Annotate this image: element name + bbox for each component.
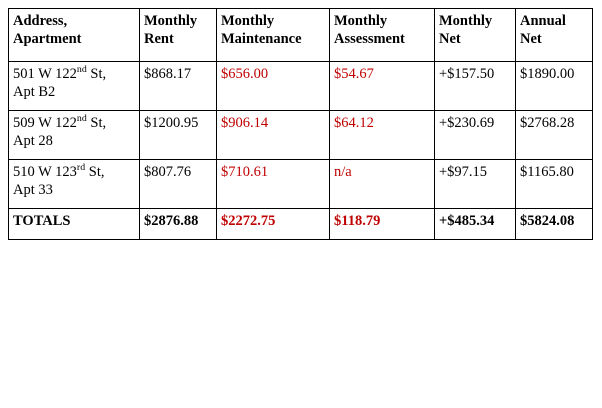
address-ordinal: nd xyxy=(76,113,87,125)
totals-annual-net: $5824.08 xyxy=(516,209,593,240)
address-number: 510 W 123 xyxy=(13,164,77,180)
address-number: 509 W 122 xyxy=(13,115,77,131)
address-apartment: Apt B2 xyxy=(13,84,56,101)
cell-monthly-assessment: n/a xyxy=(330,160,435,209)
spreadsheet-canvas xyxy=(0,8,602,408)
rent-summary-table xyxy=(8,8,593,240)
column-header-address-line1: Address, xyxy=(13,13,68,29)
totals-monthly-rent: $2876.88 xyxy=(140,209,217,240)
cell-annual-net: $1165.80 xyxy=(516,160,593,209)
column-header-annual-net-line1: Annual xyxy=(520,13,566,29)
column-header-monthly-rent xyxy=(140,9,217,62)
column-header-monthly-maintenance-line1: Monthly xyxy=(221,13,275,29)
table-row xyxy=(9,62,593,111)
cell-monthly-maintenance: $656.00 xyxy=(217,62,330,111)
cell-monthly-net: +$230.69 xyxy=(435,111,516,160)
column-header-monthly-net xyxy=(435,9,516,62)
table-totals-row xyxy=(9,209,593,240)
cell-monthly-net: +$97.15 xyxy=(435,160,516,209)
cell-monthly-assessment: $54.67 xyxy=(330,62,435,111)
cell-annual-net: $2768.28 xyxy=(516,111,593,160)
column-header-annual-net-line2: Net xyxy=(520,31,542,48)
column-header-address xyxy=(9,9,140,62)
column-header-monthly-net-line1: Monthly xyxy=(439,13,493,29)
cell-monthly-assessment: $64.12 xyxy=(330,111,435,160)
cell-monthly-maintenance: $906.14 xyxy=(217,111,330,160)
cell-monthly-net: +$157.50 xyxy=(435,62,516,111)
cell-annual-net: $1890.00 xyxy=(516,62,593,111)
column-header-monthly-assessment-line2: Assessment xyxy=(334,31,405,48)
cell-monthly-maintenance: $710.61 xyxy=(217,160,330,209)
table-row xyxy=(9,160,593,209)
cell-monthly-rent: $1200.95 xyxy=(140,111,217,160)
column-header-monthly-rent-line1: Monthly xyxy=(144,13,198,29)
column-header-address-line2: Apartment xyxy=(13,31,82,48)
cell-address xyxy=(9,111,140,160)
column-header-monthly-assessment-line1: Monthly xyxy=(334,13,388,29)
address-apartment: Apt 28 xyxy=(13,133,53,150)
cell-address xyxy=(9,160,140,209)
address-rest: St, xyxy=(86,66,107,82)
table-row xyxy=(9,111,593,160)
column-header-monthly-maintenance xyxy=(217,9,330,62)
column-header-monthly-rent-line2: Rent xyxy=(144,31,174,48)
totals-monthly-maintenance: $2272.75 xyxy=(217,209,330,240)
totals-monthly-net: +$485.34 xyxy=(435,209,516,240)
totals-monthly-assessment: $118.79 xyxy=(330,209,435,240)
column-header-monthly-net-line2: Net xyxy=(439,31,461,48)
totals-label: TOTALS xyxy=(9,209,140,240)
address-rest: St, xyxy=(85,164,105,180)
address-ordinal: nd xyxy=(76,64,87,76)
address-number: 501 W 122 xyxy=(13,66,77,82)
column-header-monthly-assessment xyxy=(330,9,435,62)
address-ordinal: rd xyxy=(76,162,86,174)
cell-monthly-rent: $807.76 xyxy=(140,160,217,209)
table-header-row xyxy=(9,9,593,62)
address-rest: St, xyxy=(86,115,107,131)
address-apartment: Apt 33 xyxy=(13,182,53,199)
column-header-annual-net xyxy=(516,9,593,62)
cell-address xyxy=(9,62,140,111)
cell-monthly-rent: $868.17 xyxy=(140,62,217,111)
column-header-monthly-maintenance-line2: Maintenance xyxy=(221,31,302,48)
